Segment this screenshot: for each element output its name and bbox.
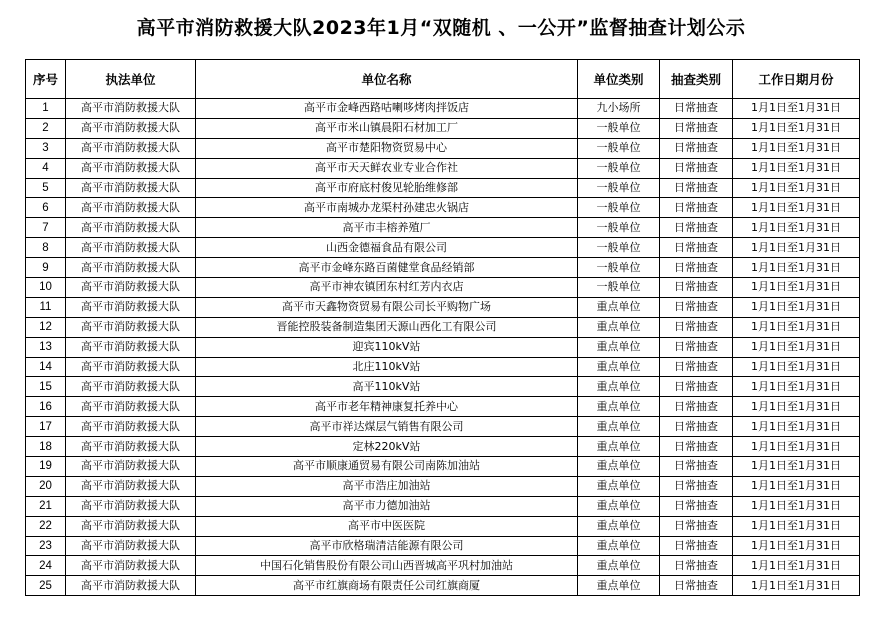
cell-inspection-type: 日常抽查	[660, 357, 733, 377]
cell-seq: 22	[26, 516, 66, 536]
cell-seq: 13	[26, 337, 66, 357]
table-row	[26, 397, 860, 417]
cell-seq: 10	[26, 278, 66, 298]
cell-unit-name: 高平市红旗商场有限责任公司红旗商厦	[196, 576, 578, 596]
cell-inspection-type: 日常抽查	[660, 138, 733, 158]
cell-seq: 20	[26, 476, 66, 496]
cell-enforcement-unit: 高平市消防救援大队	[66, 118, 196, 138]
cell-inspection-type: 日常抽查	[660, 516, 733, 536]
cell-inspection-type: 日常抽查	[660, 258, 733, 278]
cell-enforcement-unit: 高平市消防救援大队	[66, 516, 196, 536]
cell-enforcement-unit: 高平市消防救援大队	[66, 576, 196, 596]
cell-seq: 19	[26, 457, 66, 477]
cell-seq: 3	[26, 138, 66, 158]
cell-unit-name: 高平市天天鲜农业专业合作社	[196, 158, 578, 178]
cell-unit-category: 重点单位	[578, 476, 660, 496]
cell-inspection-type: 日常抽查	[660, 118, 733, 138]
cell-seq: 25	[26, 576, 66, 596]
table-row	[26, 576, 860, 596]
cell-work-period: 1月1日至1月31日	[733, 417, 860, 437]
cell-unit-category: 九小场所	[578, 99, 660, 119]
cell-unit-category: 重点单位	[578, 576, 660, 596]
cell-unit-category: 重点单位	[578, 496, 660, 516]
table-row	[26, 317, 860, 337]
cell-work-period: 1月1日至1月31日	[733, 198, 860, 218]
cell-inspection-type: 日常抽查	[660, 377, 733, 397]
cell-inspection-type: 日常抽查	[660, 178, 733, 198]
cell-unit-name: 迎宾110kV站	[196, 337, 578, 357]
cell-enforcement-unit: 高平市消防救援大队	[66, 496, 196, 516]
cell-unit-category: 重点单位	[578, 377, 660, 397]
cell-seq: 11	[26, 297, 66, 317]
cell-seq: 21	[26, 496, 66, 516]
cell-work-period: 1月1日至1月31日	[733, 437, 860, 457]
cell-work-period: 1月1日至1月31日	[733, 178, 860, 198]
cell-unit-category: 一般单位	[578, 278, 660, 298]
cell-work-period: 1月1日至1月31日	[733, 99, 860, 119]
cell-work-period: 1月1日至1月31日	[733, 476, 860, 496]
cell-enforcement-unit: 高平市消防救援大队	[66, 556, 196, 576]
cell-inspection-type: 日常抽查	[660, 218, 733, 238]
table-row	[26, 337, 860, 357]
table-row	[26, 437, 860, 457]
cell-work-period: 1月1日至1月31日	[733, 576, 860, 596]
table-row	[26, 536, 860, 556]
cell-enforcement-unit: 高平市消防救援大队	[66, 417, 196, 437]
cell-enforcement-unit: 高平市消防救援大队	[66, 198, 196, 218]
table-row	[26, 258, 860, 278]
cell-work-period: 1月1日至1月31日	[733, 516, 860, 536]
cell-unit-name: 高平市浩庄加油站	[196, 476, 578, 496]
cell-inspection-type: 日常抽查	[660, 536, 733, 556]
cell-work-period: 1月1日至1月31日	[733, 457, 860, 477]
table-row	[26, 417, 860, 437]
cell-inspection-type: 日常抽查	[660, 317, 733, 337]
cell-inspection-type: 日常抽查	[660, 397, 733, 417]
cell-work-period: 1月1日至1月31日	[733, 337, 860, 357]
cell-enforcement-unit: 高平市消防救援大队	[66, 317, 196, 337]
cell-enforcement-unit: 高平市消防救援大队	[66, 476, 196, 496]
table-row	[26, 178, 860, 198]
cell-unit-category: 重点单位	[578, 337, 660, 357]
cell-enforcement-unit: 高平市消防救援大队	[66, 437, 196, 457]
cell-seq: 24	[26, 556, 66, 576]
cell-unit-category: 重点单位	[578, 516, 660, 536]
table-row	[26, 238, 860, 258]
table-row	[26, 118, 860, 138]
cell-inspection-type: 日常抽查	[660, 496, 733, 516]
table-row	[26, 556, 860, 576]
cell-inspection-type: 日常抽查	[660, 457, 733, 477]
cell-unit-name: 晋能控股装备制造集团天源山西化工有限公司	[196, 317, 578, 337]
cell-work-period: 1月1日至1月31日	[733, 496, 860, 516]
cell-work-period: 1月1日至1月31日	[733, 377, 860, 397]
cell-enforcement-unit: 高平市消防救援大队	[66, 178, 196, 198]
cell-seq: 5	[26, 178, 66, 198]
cell-inspection-type: 日常抽查	[660, 337, 733, 357]
cell-unit-category: 一般单位	[578, 158, 660, 178]
cell-inspection-type: 日常抽查	[660, 278, 733, 298]
cell-unit-name: 高平市神农镇团东村红芳内衣店	[196, 278, 578, 298]
cell-unit-category: 重点单位	[578, 397, 660, 417]
header-enforcement-unit: 执法单位	[66, 60, 196, 99]
cell-unit-name: 高平市欣格瑞清洁能源有限公司	[196, 536, 578, 556]
cell-unit-category: 一般单位	[578, 198, 660, 218]
cell-enforcement-unit: 高平市消防救援大队	[66, 536, 196, 556]
cell-unit-name: 高平110kV站	[196, 377, 578, 397]
cell-unit-category: 一般单位	[578, 238, 660, 258]
cell-unit-name: 定林220kV站	[196, 437, 578, 457]
cell-enforcement-unit: 高平市消防救援大队	[66, 397, 196, 417]
cell-enforcement-unit: 高平市消防救援大队	[66, 158, 196, 178]
table-row	[26, 218, 860, 238]
cell-seq: 17	[26, 417, 66, 437]
cell-inspection-type: 日常抽查	[660, 556, 733, 576]
cell-work-period: 1月1日至1月31日	[733, 397, 860, 417]
cell-unit-name: 高平市中医医院	[196, 516, 578, 536]
cell-work-period: 1月1日至1月31日	[733, 158, 860, 178]
cell-unit-name: 山西金德福食品有限公司	[196, 238, 578, 258]
cell-work-period: 1月1日至1月31日	[733, 138, 860, 158]
cell-inspection-type: 日常抽查	[660, 576, 733, 596]
cell-seq: 8	[26, 238, 66, 258]
cell-enforcement-unit: 高平市消防救援大队	[66, 377, 196, 397]
cell-unit-name: 中国石化销售股份有限公司山西晋城高平巩村加油站	[196, 556, 578, 576]
cell-inspection-type: 日常抽查	[660, 198, 733, 218]
cell-seq: 12	[26, 317, 66, 337]
table-row	[26, 377, 860, 397]
cell-unit-name: 高平市米山镇晨阳石材加工厂	[196, 118, 578, 138]
cell-enforcement-unit: 高平市消防救援大队	[66, 238, 196, 258]
cell-enforcement-unit: 高平市消防救援大队	[66, 357, 196, 377]
header-inspection-type: 抽查类别	[660, 60, 733, 99]
cell-unit-name: 高平市老年精神康复托养中心	[196, 397, 578, 417]
cell-unit-category: 一般单位	[578, 138, 660, 158]
cell-seq: 9	[26, 258, 66, 278]
table-row	[26, 278, 860, 298]
cell-enforcement-unit: 高平市消防救援大队	[66, 218, 196, 238]
cell-work-period: 1月1日至1月31日	[733, 357, 860, 377]
cell-unit-name: 高平市天鑫物资贸易有限公司长平购物广场	[196, 297, 578, 317]
cell-inspection-type: 日常抽查	[660, 297, 733, 317]
cell-unit-name: 高平市南城办龙渠村孙建忠火锅店	[196, 198, 578, 218]
table-row	[26, 476, 860, 496]
cell-unit-category: 一般单位	[578, 258, 660, 278]
cell-unit-category: 重点单位	[578, 417, 660, 437]
cell-unit-category: 重点单位	[578, 457, 660, 477]
cell-enforcement-unit: 高平市消防救援大队	[66, 457, 196, 477]
header-unit-name: 单位名称	[196, 60, 578, 99]
cell-unit-name: 高平市力德加油站	[196, 496, 578, 516]
cell-unit-category: 一般单位	[578, 118, 660, 138]
cell-unit-category: 重点单位	[578, 536, 660, 556]
cell-inspection-type: 日常抽查	[660, 417, 733, 437]
cell-seq: 23	[26, 536, 66, 556]
table-row	[26, 457, 860, 477]
cell-unit-name: 高平市丰榕养殖厂	[196, 218, 578, 238]
cell-enforcement-unit: 高平市消防救援大队	[66, 99, 196, 119]
cell-work-period: 1月1日至1月31日	[733, 258, 860, 278]
page-title: 高平市消防救援大队2023年1月“双随机 、一公开”监督抽查计划公示	[136, 17, 746, 39]
cell-enforcement-unit: 高平市消防救援大队	[66, 337, 196, 357]
cell-seq: 7	[26, 218, 66, 238]
cell-work-period: 1月1日至1月31日	[733, 317, 860, 337]
cell-unit-name: 高平市金峰东路百菌健堂食品经销部	[196, 258, 578, 278]
cell-inspection-type: 日常抽查	[660, 158, 733, 178]
cell-unit-name: 高平市府底村俊见轮胎维修部	[196, 178, 578, 198]
cell-unit-name: 高平市祥达煤层气销售有限公司	[196, 417, 578, 437]
cell-enforcement-unit: 高平市消防救援大队	[66, 138, 196, 158]
cell-unit-name: 高平市金峰西路咕喇哆烤肉拌饭店	[196, 99, 578, 119]
cell-inspection-type: 日常抽查	[660, 476, 733, 496]
cell-unit-category: 重点单位	[578, 556, 660, 576]
cell-seq: 18	[26, 437, 66, 457]
cell-unit-category: 重点单位	[578, 437, 660, 457]
cell-work-period: 1月1日至1月31日	[733, 536, 860, 556]
cell-work-period: 1月1日至1月31日	[733, 238, 860, 258]
cell-inspection-type: 日常抽查	[660, 99, 733, 119]
cell-work-period: 1月1日至1月31日	[733, 118, 860, 138]
cell-enforcement-unit: 高平市消防救援大队	[66, 258, 196, 278]
cell-enforcement-unit: 高平市消防救援大队	[66, 297, 196, 317]
cell-inspection-type: 日常抽查	[660, 437, 733, 457]
header-work-period: 工作日期月份	[733, 60, 860, 99]
cell-seq: 14	[26, 357, 66, 377]
cell-unit-category: 重点单位	[578, 357, 660, 377]
table-row	[26, 138, 860, 158]
table-row	[26, 99, 860, 119]
cell-unit-name: 北庄110kV站	[196, 357, 578, 377]
cell-unit-name: 高平市顺康通贸易有限公司南陈加油站	[196, 457, 578, 477]
table-row	[26, 158, 860, 178]
header-unit-category: 单位类别	[578, 60, 660, 99]
table-header-row	[26, 60, 860, 99]
cell-work-period: 1月1日至1月31日	[733, 278, 860, 298]
table-row	[26, 297, 860, 317]
cell-unit-category: 重点单位	[578, 297, 660, 317]
cell-seq: 1	[26, 99, 66, 119]
table-row	[26, 357, 860, 377]
cell-unit-category: 重点单位	[578, 317, 660, 337]
inspection-plan-table	[25, 59, 860, 596]
cell-work-period: 1月1日至1月31日	[733, 297, 860, 317]
cell-seq: 15	[26, 377, 66, 397]
cell-inspection-type: 日常抽查	[660, 238, 733, 258]
header-seq: 序号	[26, 60, 66, 99]
cell-seq: 4	[26, 158, 66, 178]
cell-unit-category: 一般单位	[578, 178, 660, 198]
cell-enforcement-unit: 高平市消防救援大队	[66, 278, 196, 298]
cell-work-period: 1月1日至1月31日	[733, 218, 860, 238]
cell-unit-name: 高平市楚阳物资贸易中心	[196, 138, 578, 158]
cell-unit-category: 一般单位	[578, 218, 660, 238]
cell-seq: 2	[26, 118, 66, 138]
table-row	[26, 496, 860, 516]
cell-work-period: 1月1日至1月31日	[733, 556, 860, 576]
table-row	[26, 516, 860, 536]
table-row	[26, 198, 860, 218]
cell-seq: 6	[26, 198, 66, 218]
cell-seq: 16	[26, 397, 66, 417]
